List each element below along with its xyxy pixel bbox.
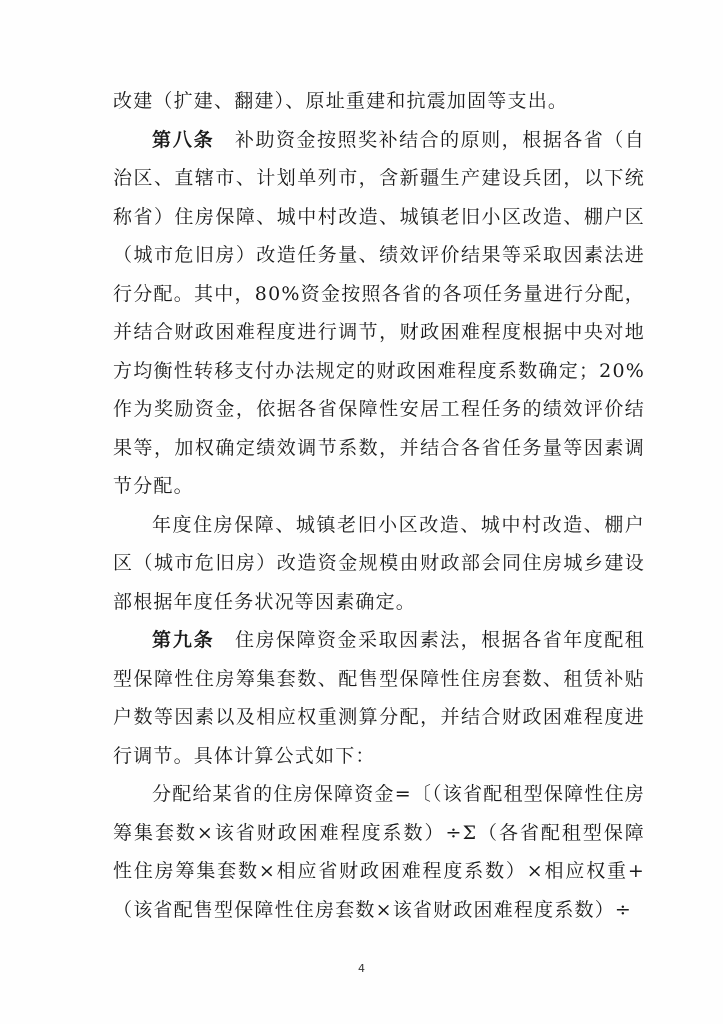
article-9-heading: 第九条: [152, 629, 215, 651]
article-8-text: 补助资金按照奖补结合的原则，根据各省（自治区、直辖市、计划单列市，含新疆生产建设兵团，以下统称省）住房保障、城中村改造、城镇老旧小区改造、棚户区（城市危旧房）改造任务量、绩效评价结果等采取因素法进行分配。其中，80%资金按照各省的各项任务量进行分配，并结合财政困难程度进行调节，财政困难程度根据中央对地方均衡性转移支付办法规定的财政困难程度系数确定；20%作为奖励资金，依据各省保障性安居工程任务的绩效评价结果等，加权确定绩效调节系数，并结合各省任务量等因素调节分配。: [113, 128, 645, 497]
page-number: 4: [358, 962, 365, 975]
annual-funding-text: 年度住房保障、城镇老旧小区改造、城中村改造、棚户区（城市危旧房）改造资金规模由财政部会同住房城乡建设部根据年度任务状况等因素确定。: [113, 513, 645, 613]
annual-funding-paragraph: [113, 506, 645, 622]
document-body: [113, 82, 645, 929]
article-9-paragraph: [113, 621, 645, 775]
article-8-heading: 第八条: [152, 128, 215, 151]
paragraph-continuation: [113, 82, 645, 121]
formula-paragraph: [113, 775, 645, 929]
article-9-text: 住房保障资金采取因素法，根据各省年度配租型保障性住房筹集套数、配售型保障性住房套数、租赁补贴户数等因素以及相应权重测算分配，并结合财政困难程度进行调节。具体计算公式如下：: [113, 629, 645, 767]
formula-text: 分配给某省的住房保障资金=〔（该省配租型保障性住房筹集套数×该省财政困难程度系数）÷Σ（各省配租型保障性住房筹集套数×相应省财政困难程度系数）×相应权重+（该省配售型保障性住房套数×该省财政困难程度系数）÷: [113, 783, 645, 921]
paragraph-text: 改建（扩建、翻建）、原址重建和抗震加固等支出。: [113, 90, 569, 112]
article-8-paragraph: [113, 121, 645, 506]
